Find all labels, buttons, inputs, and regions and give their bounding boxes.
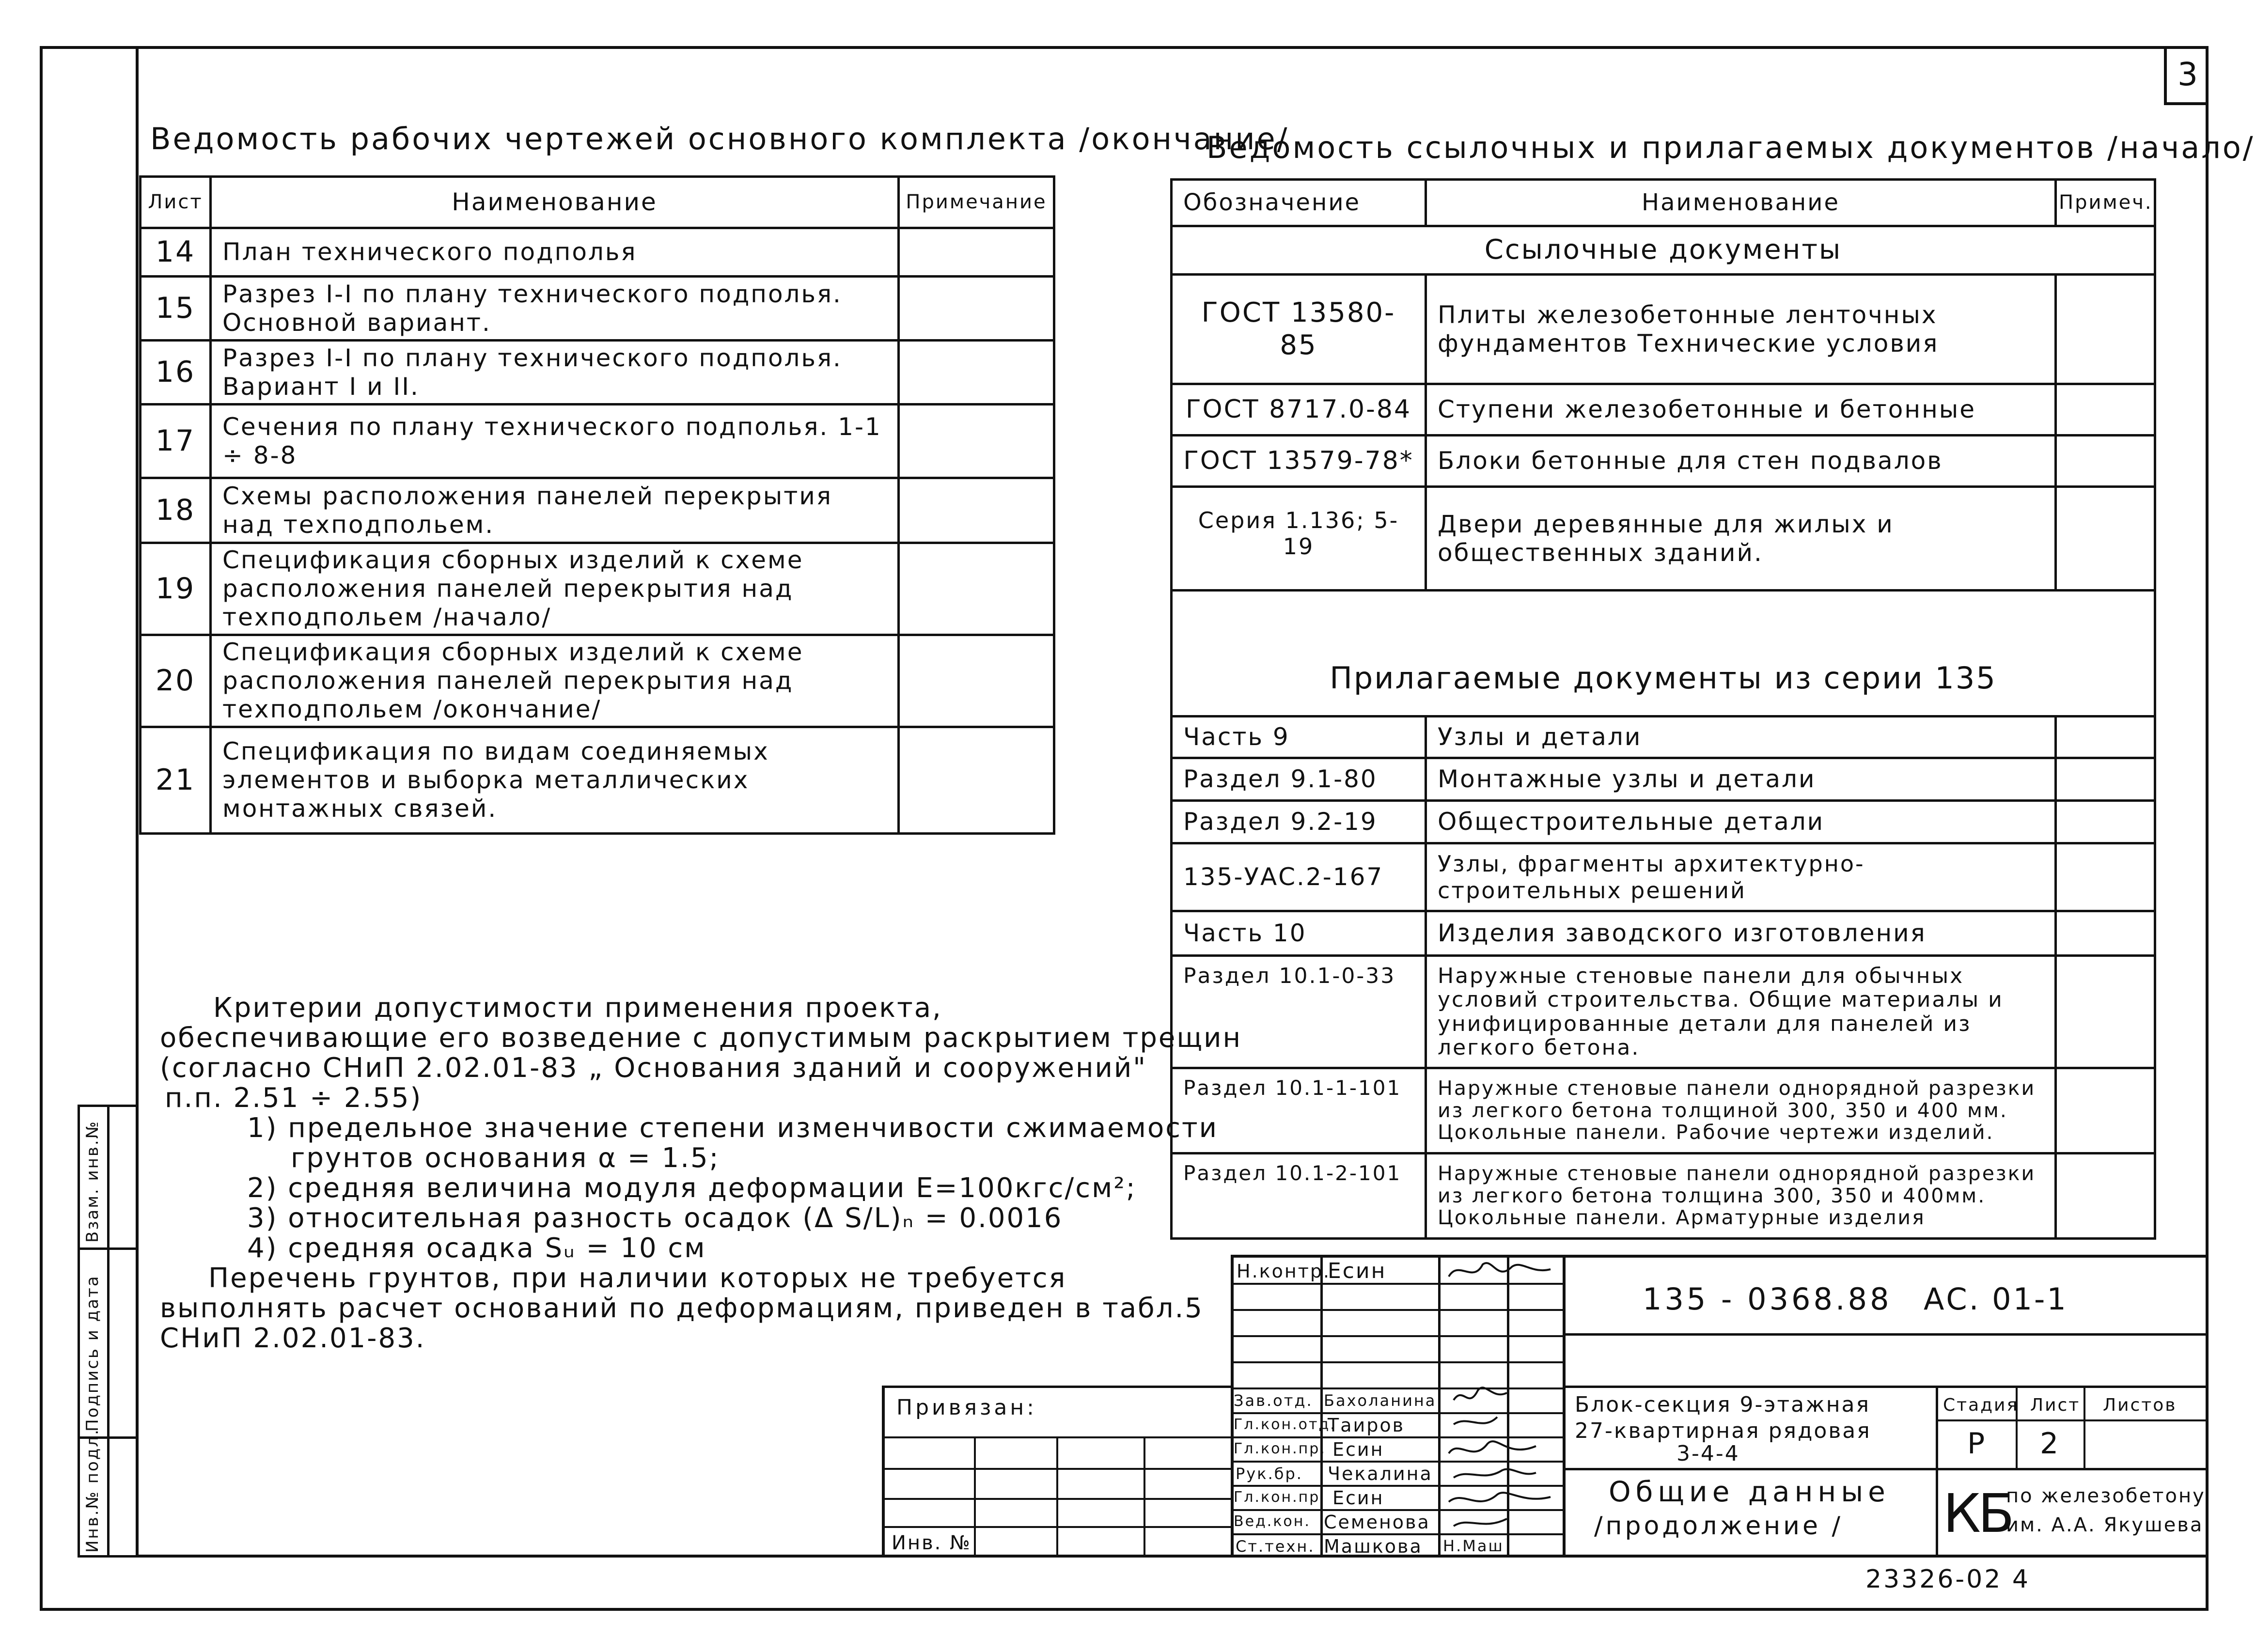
side-stamp-inv-podl: Инв.№ подл.: [83, 1428, 102, 1553]
staff-name: Таиров: [1328, 1415, 1405, 1436]
staff-name: Машкова: [1324, 1536, 1423, 1557]
row-code: Часть 10: [1172, 911, 1426, 956]
staff-name: Есин: [1332, 1439, 1384, 1460]
table-row: [141, 727, 1054, 834]
row-note: [899, 543, 1054, 635]
inv-no-label: Инв. №: [892, 1532, 971, 1554]
row-code: Серия 1.136; 5-19: [1172, 487, 1426, 591]
staff-name: Есин: [1332, 1487, 1384, 1509]
table-row: [1172, 436, 2155, 487]
row-code: Часть 9: [1172, 717, 1426, 758]
row-note: [2056, 843, 2155, 911]
row-name: Наружные стеновые панели однорядной разрезки из легкого бетона толщиной 300, 350 и 400 мм. Цокольные панели. Рабочие чертежи изделий.: [1426, 1068, 2056, 1153]
criteria-line: грунтов основания α = 1.5;: [291, 1142, 720, 1174]
criteria-line: 2) средняя величина модуля деформации E=100кгс/см²;: [247, 1172, 1137, 1204]
row-code: 135-УАС.2-167: [1172, 843, 1426, 911]
table-row: [141, 543, 1054, 635]
row-sheet: 20: [141, 635, 211, 727]
row-note: [899, 635, 1054, 727]
drawing-title-line: /продолжение /: [1594, 1512, 1844, 1541]
row-name: Ступени железобетонные и бетонные: [1426, 384, 2056, 436]
row-note: [899, 341, 1054, 405]
staff-role: Вед.кон.: [1234, 1513, 1311, 1530]
staff-name: Бахоланина: [1324, 1391, 1437, 1410]
row-code: ГОСТ 13580-85: [1172, 275, 1426, 384]
criteria-line: СНиП 2.02.01-83.: [160, 1323, 426, 1354]
table-row: [141, 341, 1054, 405]
section-row: [1172, 591, 2155, 717]
row-code: Раздел 9.1-80: [1172, 758, 1426, 801]
side-stamp-sign-date: Подпись и дата: [83, 1275, 102, 1432]
row-code: Раздел 10.1-0-33: [1172, 956, 1426, 1068]
row-name: План технического подполья: [211, 228, 899, 277]
row-note: [2056, 956, 2155, 1068]
row-sheet: 18: [141, 478, 211, 543]
staff-role: Н.контр.: [1237, 1261, 1331, 1282]
row-note: [899, 405, 1054, 478]
table-row: [1172, 384, 2155, 436]
table-row: [1172, 1153, 2155, 1239]
org-logo: КБ: [1943, 1482, 2012, 1544]
row-name: Наружные стеновые панели однорядной разрезки из легкого бетона толщина 300, 350 и 400мм. Цокольные панели. Арматурные изделия: [1426, 1153, 2056, 1239]
row-note: [2056, 275, 2155, 384]
row-name: Плиты железобетонные ленточных фундаментов Технические условия: [1426, 275, 2056, 384]
row-sheet: 15: [141, 277, 211, 341]
row-note: [899, 277, 1054, 341]
staff-role: Рук.бр.: [1236, 1465, 1303, 1483]
row-sheet: 16: [141, 341, 211, 405]
title-block: [882, 1255, 2209, 1558]
project-title-line: Блок-секция 9-этажная: [1575, 1392, 1870, 1417]
criteria-line: п.п. 2.51 ÷ 2.55): [165, 1082, 423, 1114]
row-name: Изделия заводского изготовления: [1426, 911, 2056, 956]
section-att-title: Прилагаемые документы из серии 135: [1172, 591, 2155, 717]
page-number-box: [2164, 46, 2209, 105]
row-note: [2056, 758, 2155, 801]
row-name: Спецификация по видам соединяемых элементов и выборка металлических монтажных связей.: [211, 727, 899, 834]
row-name: Спецификация сборных изделий к схеме расположения панелей перекрытия над техподпольем /окончание/: [211, 635, 899, 727]
documents-list-table: [1170, 178, 2156, 1240]
staff-role: Гл.кон.пр.: [1234, 1440, 1326, 1457]
col-sheet: Лист: [141, 177, 211, 228]
criteria-line: Перечень грунтов, при наличии которых не требуется: [208, 1262, 1067, 1294]
stage-label: Стадия: [1943, 1395, 2019, 1415]
sheet-value: 2: [2040, 1427, 2060, 1461]
criteria-line: 3) относительная разность осадок (Δ S/L)ₙ = 0.0016: [247, 1202, 1063, 1234]
criteria-line: выполнять расчет оснований по деформациям, приведен в табл.5: [160, 1293, 1204, 1324]
archive-number: 23326-02 4: [1865, 1565, 2030, 1594]
staff-role: Зав.отд.: [1234, 1391, 1313, 1410]
row-note: [2056, 717, 2155, 758]
row-name: Двери деревянные для жилых и общественных зданий.: [1426, 487, 2056, 591]
page-number: 3: [2178, 55, 2198, 93]
criteria-line: 1) предельное значение степени изменчивости сжимаемости: [247, 1112, 1219, 1144]
table-row: [1172, 911, 2155, 956]
row-name: Схемы расположения панелей перекрытия над техподпольем.: [211, 478, 899, 543]
row-note: [2056, 487, 2155, 591]
row-note: [2056, 436, 2155, 487]
right-table-title: Ведомость ссылочных и прилагаемых документов /начало/: [1206, 130, 2255, 165]
row-name: Общестроительные детали: [1426, 801, 2056, 843]
table-row: [1172, 758, 2155, 801]
staff-role: Гл.кон.отд.: [1234, 1416, 1336, 1433]
row-sheet: 21: [141, 727, 211, 834]
table-row: [1172, 956, 2155, 1068]
row-name: Блоки бетонные для стен подвалов: [1426, 436, 2056, 487]
col-code: Обозначение: [1172, 180, 1426, 226]
row-name: Монтажные узлы и детали: [1426, 758, 2056, 801]
staff-role: Гл.кон.пр: [1234, 1489, 1320, 1506]
table-row: [1172, 801, 2155, 843]
table-header-row: [1172, 180, 2155, 226]
table-row: [1172, 487, 2155, 591]
table-row: [141, 405, 1054, 478]
criteria-line: обеспечивающие его возведение с допустимым раскрытием трещин: [160, 1022, 1242, 1054]
row-note: [2056, 1068, 2155, 1153]
row-name: Наружные стеновые панели для обычных условий строительства. Общие материалы и унифицированные детали для панелей из легкого бетона.: [1426, 956, 2056, 1068]
row-note: [2056, 1153, 2155, 1239]
side-stamp: [78, 1105, 136, 1558]
criteria-line: Критерии допустимости применения проекта,: [213, 992, 942, 1024]
table-row: [141, 277, 1054, 341]
row-note: [899, 228, 1054, 277]
row-name: Узлы, фрагменты архитектурно-строительных решений: [1426, 843, 2056, 911]
row-name: Сечения по плану технического подполья. 1-1 ÷ 8-8: [211, 405, 899, 478]
drawing-title-line: Общие данные: [1609, 1475, 1890, 1508]
row-name: Спецификация сборных изделий к схеме расположения панелей перекрытия над техподпольем /начало/: [211, 543, 899, 635]
table-header-row: [141, 177, 1054, 228]
staff-name: Есин: [1328, 1259, 1387, 1283]
stage-value: Р: [1967, 1427, 1987, 1461]
table-row: [141, 478, 1054, 543]
sheet-label: Лист: [2030, 1395, 2081, 1415]
row-sheet: 19: [141, 543, 211, 635]
table-row: [1172, 717, 2155, 758]
row-note: [899, 478, 1054, 543]
project-title-line: 27-квартирная рядовая: [1575, 1418, 1871, 1443]
row-name: Узлы и детали: [1426, 717, 2056, 758]
table-row: [1172, 1068, 2155, 1153]
criteria-line: 4) средняя осадка Sᵤ = 10 см: [247, 1232, 706, 1264]
criteria-line: (согласно СНиП 2.02.01-83 „ Основания зданий и сооружений": [160, 1052, 1147, 1084]
org-name-line: им. А.А. Якушева: [2006, 1514, 2204, 1536]
row-code: ГОСТ 13579-78*: [1172, 436, 1426, 487]
row-code: Раздел 10.1-1-101: [1172, 1068, 1426, 1153]
privyazan-label: Привязан:: [896, 1395, 1037, 1420]
left-table-title: Ведомость рабочих чертежей основного комплекта /окончание/: [150, 121, 1289, 156]
row-code: Раздел 10.1-2-101: [1172, 1153, 1426, 1239]
col-name: Наименование: [1426, 180, 2056, 226]
table-row: [1172, 275, 2155, 384]
row-sheet: 14: [141, 228, 211, 277]
row-name: Разрез I-I по плану технического подполья. Основной вариант.: [211, 277, 899, 341]
side-stamp-vzam-inv: Взам. инв.№: [83, 1120, 102, 1243]
project-title-line: 3-4-4: [1676, 1441, 1740, 1466]
doc-sheet-code: АС. 01-1: [1924, 1281, 2068, 1317]
row-note: [2056, 384, 2155, 436]
doc-code: 135 - 0368.88: [1643, 1281, 1892, 1317]
row-code: Раздел 9.2-19: [1172, 801, 1426, 843]
org-name-line: по железобетону: [2006, 1485, 2206, 1507]
row-note: [899, 727, 1054, 834]
row-note: [2056, 801, 2155, 843]
row-code: ГОСТ 8717.0-84: [1172, 384, 1426, 436]
col-name: Наименование: [211, 177, 899, 228]
row-sheet: 17: [141, 405, 211, 478]
row-name: Разрез I-I по плану технического подполья. Вариант I и II.: [211, 341, 899, 405]
staff-name: Чекалина: [1328, 1463, 1433, 1484]
drawings-list-table: [139, 175, 1055, 835]
col-note: Примеч.: [2056, 180, 2155, 226]
signatures: [1439, 1255, 1565, 1558]
table-row: [1172, 843, 2155, 911]
section-ref-title: Ссылочные документы: [1172, 226, 2155, 275]
col-note: Примечание: [899, 177, 1054, 228]
staff-role: Ст.техн.: [1236, 1537, 1315, 1556]
signature-text: Н.Маш: [1443, 1537, 1504, 1555]
table-row: [141, 228, 1054, 277]
staff-name: Семенова: [1324, 1512, 1430, 1533]
section-row: [1172, 226, 2155, 275]
row-note: [2056, 911, 2155, 956]
table-row: [141, 635, 1054, 727]
sheets-label: Листов: [2103, 1395, 2177, 1415]
